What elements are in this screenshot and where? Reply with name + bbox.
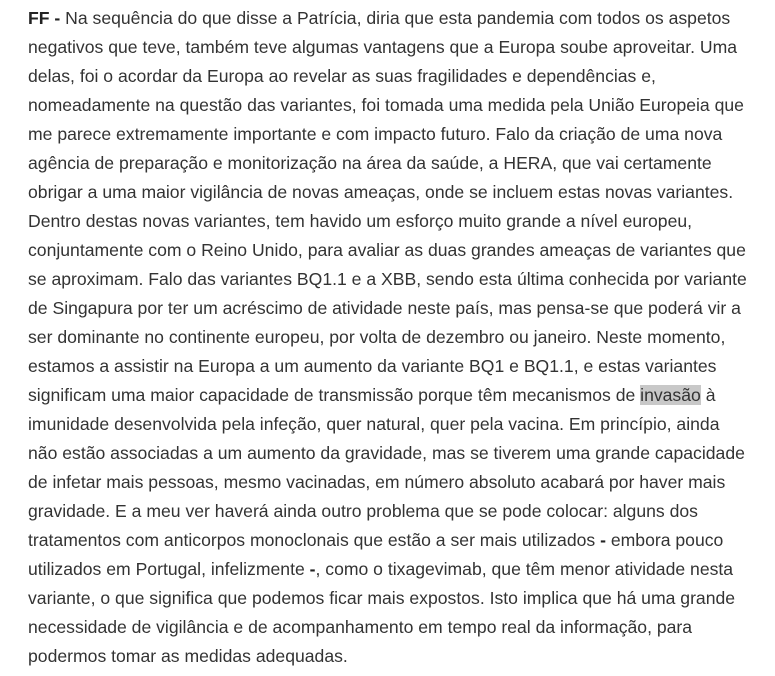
line-text: à — [700, 385, 716, 405]
paragraph-line: não estão associadas a um aumento da gravidade, mas se tiverem uma grande capacidade — [28, 443, 745, 463]
paragraph-line: conjuntamente com o Reino Unido, para avaliar as duas grandes ameaças de variantes que — [28, 240, 746, 260]
bold-dash: - — [600, 530, 606, 550]
line-text: utilizados em Portugal, infelizmente — [28, 559, 310, 579]
paragraph-line: estamos a assistir na Europa a um aumento da variante BQ1 e BQ1.1, e estas variantes — [28, 356, 717, 376]
paragraph-line: me parece extremamente importante e com impacto futuro. Falo da criação de uma nova — [28, 124, 723, 144]
paragraph-line: Dentro destas novas variantes, tem havido um esforço muito grande a nível europeu, — [28, 211, 693, 231]
paragraph-line: de Singapura por ter um acréscimo de atividade neste país, mas pensa-se que poderá vir a — [28, 298, 741, 318]
line-text: Na sequência do que disse a Patrícia, diria que esta pandemia com todos os aspetos — [60, 8, 731, 28]
paragraph-line: podermos tomar as medidas adequadas. — [28, 646, 348, 666]
paragraph-line — [28, 555, 774, 584]
paragraph-line: nomeadamente na questão das variantes, foi tomada uma medida pela União Europeia que — [28, 95, 744, 115]
interview-paragraph — [28, 4, 774, 671]
line-text: significam uma maior capacidade de transmissão porque têm mecanismos de — [28, 385, 641, 405]
line-text: , como o tixagevimab, que têm menor atividade nesta — [315, 559, 734, 579]
paragraph-line — [28, 526, 774, 555]
paragraph-line — [28, 381, 774, 410]
paragraph-line: agência de preparação e monitorização na área da saúde, a HERA, que vai certamente — [28, 153, 712, 173]
line-text: tratamentos com anticorpos monoclonais que estão a ser mais utilizados — [28, 530, 601, 550]
paragraph-line: gravidade. E a meu ver haverá ainda outro problema que se pode colocar: alguns dos — [28, 501, 698, 521]
paragraph-line: de infetar mais pessoas, mesmo vacinadas, em número absoluto acabará por haver mais — [28, 472, 726, 492]
paragraph-line: negativos que teve, também teve algumas vantagens que a Europa soube aproveitar. Uma — [28, 37, 738, 57]
paragraph-line: se aproximam. Falo das variantes BQ1.1 e a XBB, sendo esta última conhecida por variante — [28, 269, 747, 289]
paragraph-line: ser dominante no continente europeu, por volta de dezembro ou janeiro. Neste momento, — [28, 327, 726, 347]
paragraph-line — [28, 4, 774, 33]
paragraph-line: variante, o que significa que podemos ficar mais expostos. Isto implica que há uma grande — [28, 588, 736, 608]
bold-dash: - — [309, 559, 316, 579]
line-text: embora pouco — [605, 530, 724, 550]
paragraph-line: delas, foi o acordar da Europa ao revelar as suas fragilidades e dependências e, — [28, 66, 656, 86]
paragraph-line: necessidade de vigilância e de acompanhamento em tempo real da informação, para — [28, 617, 693, 637]
paragraph-line: obrigar a uma maior vigilância de novas ameaças, onde se incluem estas novas variantes. — [28, 182, 734, 202]
paragraph-line: imunidade desenvolvida pela infeção, quer natural, quer pela vacina. Em princípio, ainda — [28, 414, 720, 434]
highlighted-word: invasão — [640, 385, 701, 405]
speaker-label: FF - — [28, 8, 61, 28]
